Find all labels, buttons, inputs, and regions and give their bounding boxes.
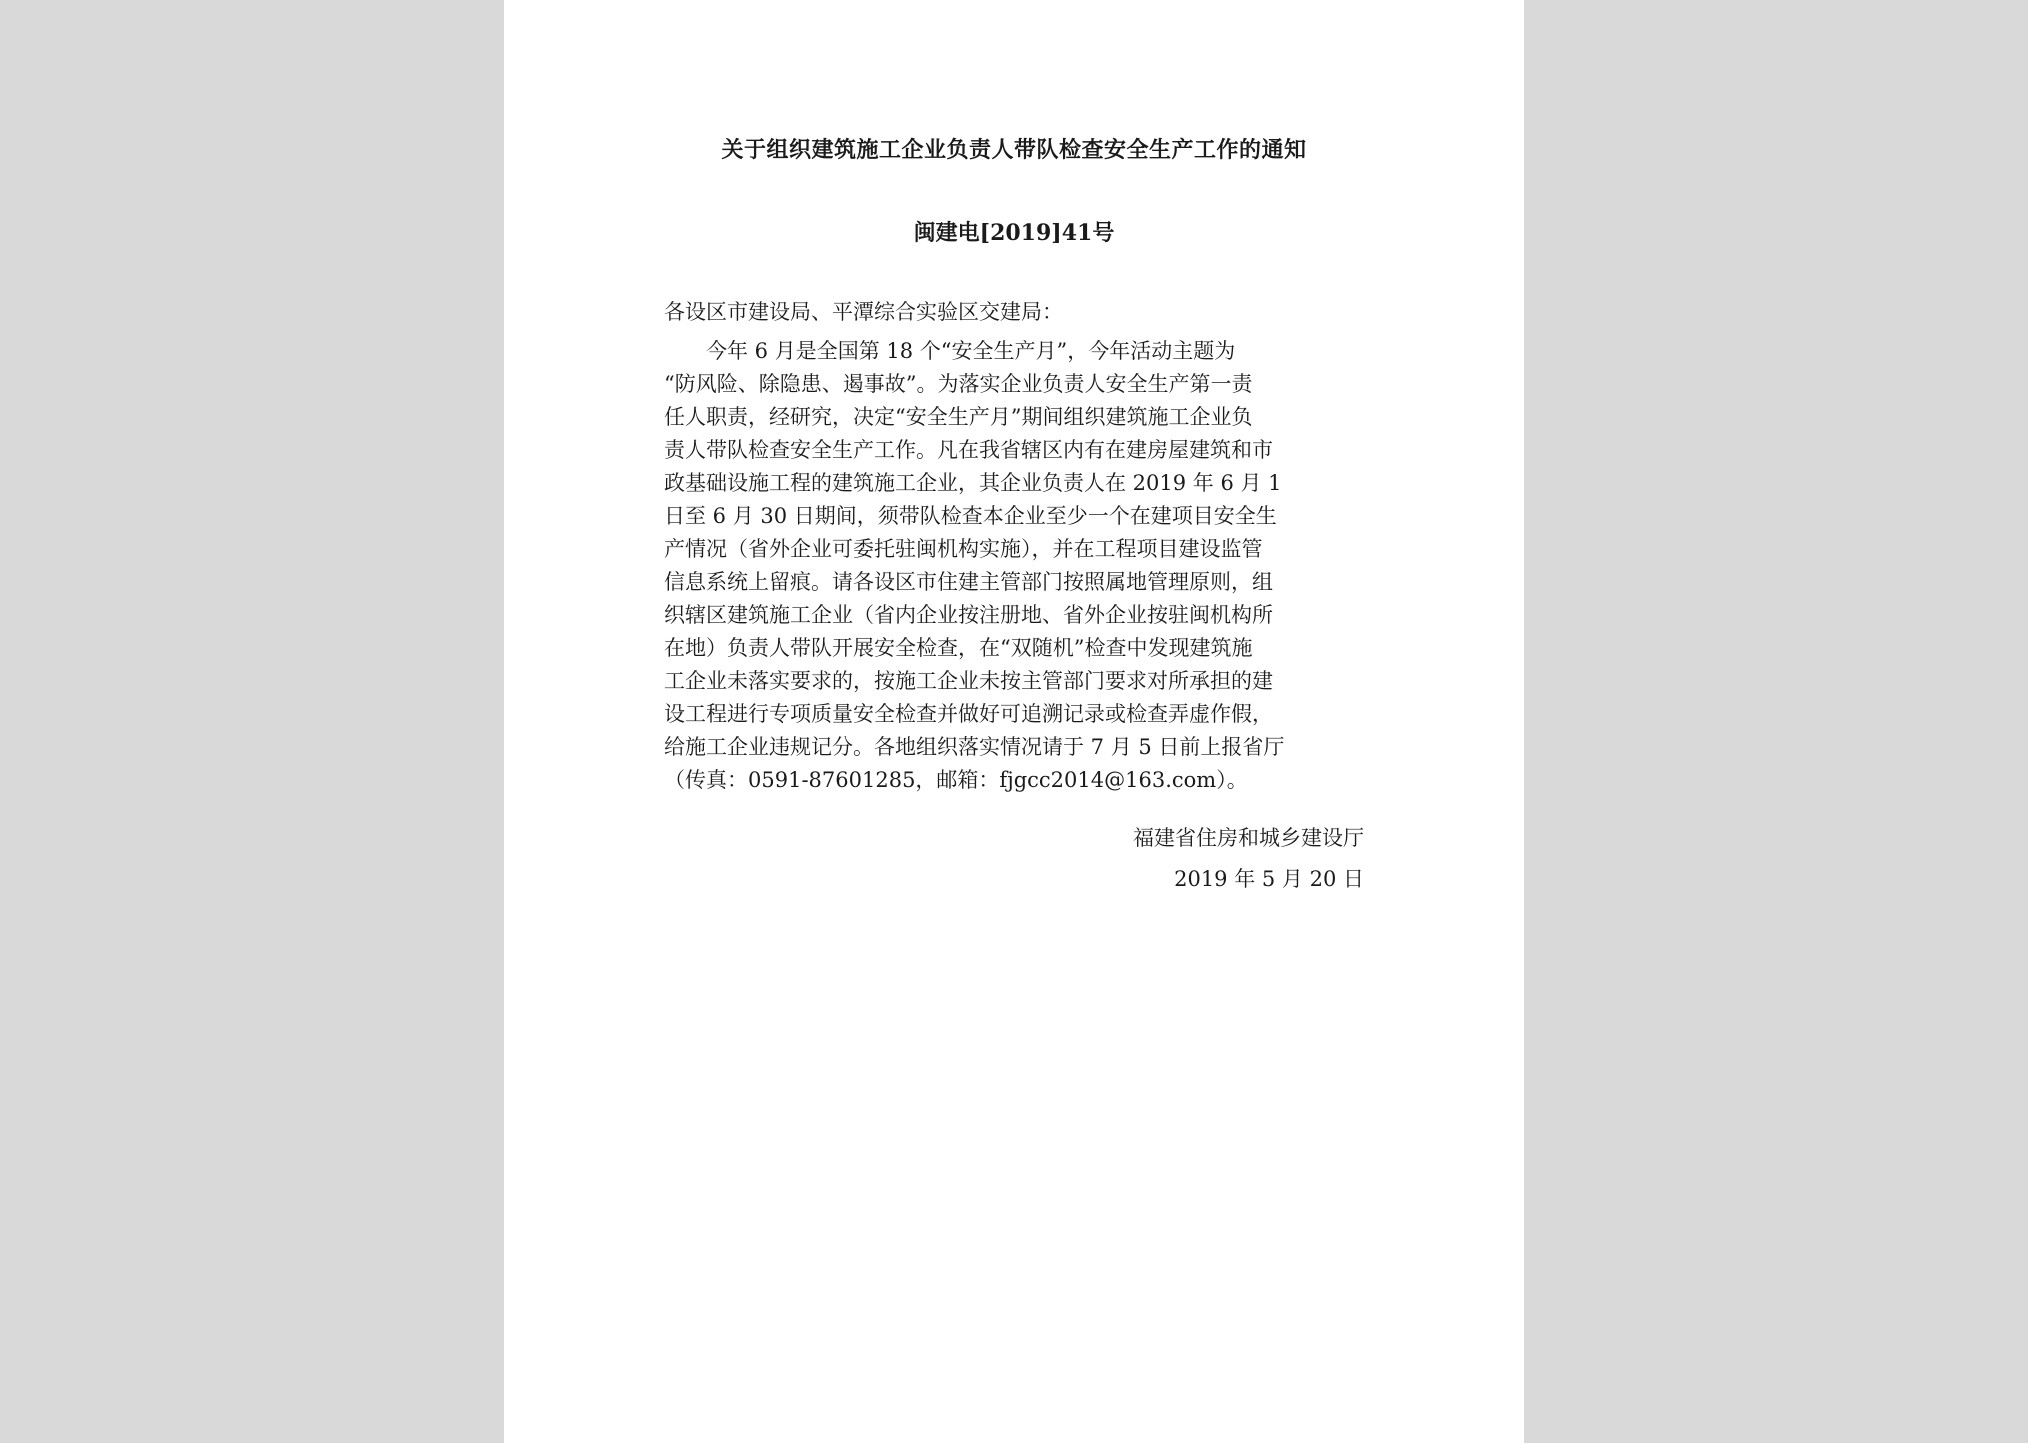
body-line: “防风险、除隐患、遏事故”。为落实企业负责人安全生产第一责 bbox=[664, 372, 1253, 396]
body-line: 任人职责，经研究，决定“安全生产月”期间组织建筑施工企业负 bbox=[664, 405, 1253, 429]
document-number: 闽建电[2019]41号 bbox=[913, 220, 1115, 246]
body-line: 织辖区建筑施工企业（省内企业按注册地、省外企业按驻闽机构所 bbox=[664, 603, 1273, 627]
salutation: 各设区市建设局、平潭综合实验区交建局： bbox=[664, 300, 1063, 324]
body-line: （传真：0591-87601285，邮箱：fjgcc2014@163.com）。 bbox=[664, 768, 1248, 792]
body-line: 工企业未落实要求的，按施工企业未按主管部门要求对所承担的建 bbox=[664, 669, 1273, 693]
signature-date: 2019 年 5 月 20 日 bbox=[1174, 867, 1364, 891]
body-line: 在地）负责人带队开展安全检查，在“双随机”检查中发现建筑施 bbox=[664, 636, 1253, 660]
signature-organization: 福建省住房和城乡建设厅 bbox=[1133, 826, 1364, 850]
body-line: 信息系统上留痕。请各设区市住建主管部门按照属地管理原则，组 bbox=[664, 570, 1273, 594]
signature-block bbox=[1133, 818, 1364, 900]
body-paragraph bbox=[664, 335, 1369, 797]
body-line: 给施工企业违规记分。各地组织落实情况请于 7 月 5 日前上报省厅 bbox=[664, 735, 1285, 759]
document-page bbox=[504, 0, 1524, 1443]
body-line: 日至 6 月 30 日期间，须带队检查本企业至少一个在建项目安全生 bbox=[664, 504, 1277, 528]
body-line: 产情况（省外企业可委托驻闽机构实施），并在工程项目建设监管 bbox=[664, 537, 1263, 561]
body-line: 今年 6 月是全国第 18 个“安全生产月”，今年活动主题为 bbox=[664, 339, 1236, 363]
body-line: 政基础设施工程的建筑施工企业，其企业负责人在 2019 年 6 月 1 bbox=[664, 471, 1282, 495]
body-line: 责人带队检查安全生产工作。凡在我省辖区内有在建房屋建筑和市 bbox=[664, 438, 1273, 462]
body-line: 设工程进行专项质量安全检查并做好可追溯记录或检查弄虚作假， bbox=[664, 702, 1273, 726]
document-title: 关于组织建筑施工企业负责人带队检查安全生产工作的通知 bbox=[721, 137, 1307, 163]
